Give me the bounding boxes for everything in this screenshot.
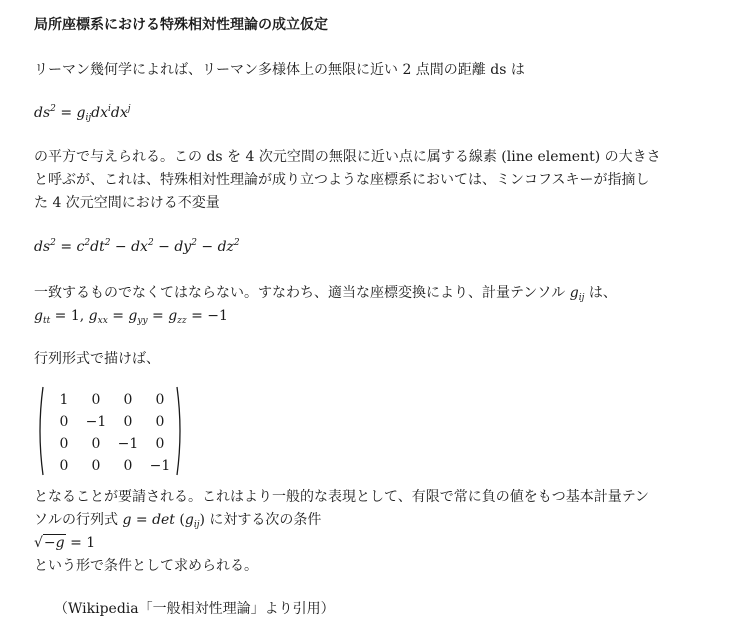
det-gij: g xyxy=(184,512,194,528)
eq2-minus-2: − xyxy=(153,239,175,255)
sqrt-icon: √ xyxy=(34,535,43,551)
paragraph-matrix-intro: 行列形式で描けば、 xyxy=(34,351,160,367)
gxx: g xyxy=(88,308,98,324)
matrix-cell: −1 xyxy=(117,436,139,452)
det-paren-close: ) xyxy=(199,512,205,528)
matrix-table xyxy=(48,389,176,477)
eq1-equals: = xyxy=(55,105,77,121)
det-text: ソルの行列式 xyxy=(34,512,123,528)
det-gij-sub: ij xyxy=(193,520,200,530)
eq2-c: c xyxy=(76,239,85,255)
eq2-dx: dx xyxy=(131,239,148,255)
gyy-eq: = xyxy=(147,308,169,324)
gyy: g xyxy=(128,308,138,324)
left-paren-icon xyxy=(36,386,44,476)
matrix-cell: 0 xyxy=(91,436,101,452)
matrix-cell: −1 xyxy=(149,458,171,474)
det-eq: = xyxy=(131,512,153,528)
gyy-sub: yy xyxy=(137,316,148,326)
gzz-sub: zz xyxy=(177,316,187,326)
matrix-cell: −1 xyxy=(85,414,107,430)
det-paren-open: ( xyxy=(174,512,185,528)
matrix-cell: 0 xyxy=(59,458,69,474)
eq1-g: g xyxy=(76,105,86,121)
matrix-row xyxy=(48,411,176,433)
eq2-equals: = xyxy=(55,239,77,255)
paragraph-line-element-1: の平方で与えられる。この ds を 4 次元空間の無限に近い点に属する線素 (line element) の大きさ xyxy=(34,149,661,165)
eq2-dx-sup: 2 xyxy=(147,238,154,248)
gtt: g xyxy=(34,308,43,324)
eq2-dt: dt xyxy=(90,239,105,255)
paragraph-conclusion: という形で条件として求められる。 xyxy=(34,558,258,574)
eq2-dz: dz xyxy=(217,239,234,255)
eq2-ds-sup: 2 xyxy=(50,238,56,248)
gzz: g xyxy=(168,308,178,324)
gxx-eq: = xyxy=(107,308,129,324)
equation-metric xyxy=(34,102,131,124)
tensor-text: 一致するものでなくてはならない。すなわち、適当な座標変換により、計量テンソル xyxy=(34,285,570,301)
matrix-row xyxy=(48,433,176,455)
paragraph-tensor-2 xyxy=(34,305,228,327)
paragraph-det-2 xyxy=(34,509,321,531)
det-end: に対する次の条件 xyxy=(204,512,322,528)
eq1-dx2-sup: j xyxy=(127,104,131,114)
matrix-cell: 0 xyxy=(155,392,165,408)
matrix-cell: 0 xyxy=(155,414,165,430)
paragraph-line-element-3: た 4 次元空間における不変量 xyxy=(34,195,220,211)
paragraph-tensor-1 xyxy=(34,282,617,304)
gzz-value: = −1 xyxy=(186,308,228,324)
matrix-row xyxy=(48,389,176,411)
citation: （Wikipedia「一般相対性理論」より引用） xyxy=(54,601,335,617)
eq2-dz-sup: 2 xyxy=(233,238,240,248)
paragraph-det-1: となることが要請される。これはより一般的な表現として、有限で常に負の値をもつ基本計量テン xyxy=(34,489,650,505)
matrix-cell: 0 xyxy=(155,436,165,452)
eq2-minus-3: − xyxy=(196,239,218,255)
equation-sqrt xyxy=(34,532,95,554)
eq1-g-sub: ij xyxy=(85,113,92,123)
paragraph-intro: リーマン幾何学によれば、リーマン多様体上の無限に近い 2 点間の距離 ds は xyxy=(34,62,525,78)
tensor-g-sub: ij xyxy=(578,293,585,303)
eq1-lhs-sup: 2 xyxy=(50,104,56,114)
sqrt-inner: −g xyxy=(43,535,65,551)
eq2-minus-1: − xyxy=(110,239,132,255)
sqrt-rhs: = 1 xyxy=(65,535,96,551)
matrix-cell: 1 xyxy=(59,392,69,408)
eq1-dx1-sup: i xyxy=(108,104,111,114)
gtt-value: = 1, xyxy=(50,308,89,324)
eq2-ds: ds xyxy=(34,239,51,255)
right-paren-icon xyxy=(176,386,184,476)
gxx-sub: xx xyxy=(97,316,108,326)
det-func: det xyxy=(152,512,175,528)
matrix-cell: 0 xyxy=(59,436,69,452)
eq1-dx1: dx xyxy=(91,105,109,121)
matrix-cell: 0 xyxy=(91,392,101,408)
matrix-cell: 0 xyxy=(91,458,101,474)
matrix-cell: 0 xyxy=(123,458,133,474)
eq1-dx2: dx xyxy=(110,105,128,121)
equation-minkowski xyxy=(34,236,240,258)
metric-matrix xyxy=(36,386,186,478)
matrix-cell: 0 xyxy=(123,392,133,408)
tensor-g: g xyxy=(569,285,579,301)
matrix-cell: 0 xyxy=(123,414,133,430)
tensor-end: は、 xyxy=(584,285,617,301)
eq2-c-sup: 2 xyxy=(84,238,91,248)
eq2-dy-sup: 2 xyxy=(191,238,197,248)
matrix-cell: 0 xyxy=(59,414,69,430)
gtt-sub: tt xyxy=(42,316,51,326)
matrix-row xyxy=(48,455,176,477)
eq2-dy: dy xyxy=(174,239,192,255)
det-g: g xyxy=(122,512,132,528)
document-title: 局所座標系における特殊相対性理論の成立仮定 xyxy=(34,17,328,33)
paragraph-line-element-2: と呼ぶが、これは、特殊相対性理論が成り立つような座標系においては、ミンコフスキーが指摘し xyxy=(34,172,650,188)
eq1-lhs: ds xyxy=(34,105,51,121)
eq2-dt-sup: 2 xyxy=(104,238,111,248)
